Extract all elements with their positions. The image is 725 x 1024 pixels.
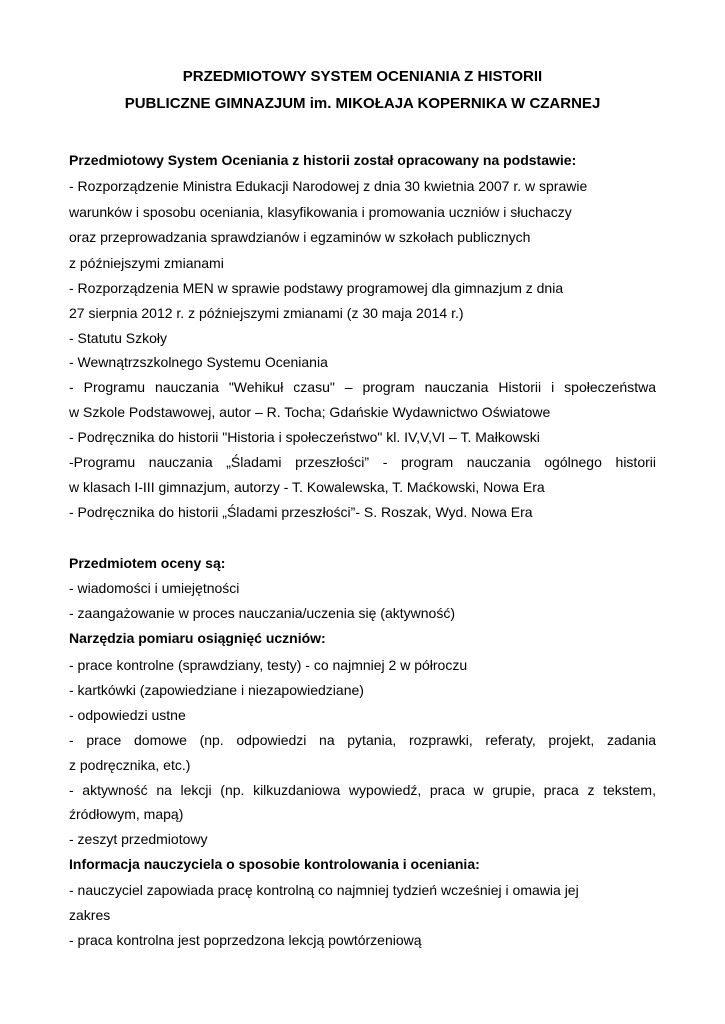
basis-line: - Wewnątrzszkolnego Systemu Oceniania — [69, 354, 328, 370]
tools-line: - prace domowe (np. odpowiedzi na pytania, rozprawki, referaty, projekt, zadania — [69, 732, 656, 748]
subject-line: - zaangażowanie w proces nauczania/uczenia się (aktywność) — [69, 605, 455, 621]
basis-line: warunków i sposobu oceniania, klasyfikowania i promowania uczniów i słuchaczy — [69, 204, 572, 220]
basis-line: -Programu nauczania „Śladami przeszłości” - program nauczania ogólnego historii — [69, 454, 656, 470]
tools-line: - aktywność na lekcji (np. kilkuzdaniowa wypowiedź, praca w grupie, praca z tekstem, — [69, 782, 656, 798]
basis-line: oraz przeprowadzania sprawdzianów i egzaminów w szkołach publicznych — [69, 229, 531, 245]
basis-line: - Podręcznika do historii "Historia i społeczeństwo" kl. IV,V,VI – T. Małkowski — [69, 429, 540, 445]
info-line: - praca kontrolna jest poprzedzona lekcją powtórzeniową — [69, 932, 422, 948]
basis-line: - Statutu Szkoły — [69, 330, 168, 346]
basis-line: - Rozporządzenia MEN w sprawie podstawy programowej dla gimnazjum z dnia — [69, 280, 564, 296]
subject-heading: Przedmiotem oceny są: — [69, 555, 226, 571]
basis-line: w klasach I-III gimnazjum, autorzy - T. Kowalewska, T. Maćkowski, Nowa Era — [69, 479, 545, 495]
info-line: - nauczyciel zapowiada pracę kontrolną co najmniej tydzień wcześniej i omawia jej — [69, 882, 579, 898]
basis-line: z późniejszymi zmianami — [69, 255, 224, 271]
basis-line: - Podręcznika do historii „Śladami przeszłości”- S. Roszak, Wyd. Nowa Era — [69, 504, 533, 520]
info-line: zakres — [69, 907, 111, 923]
subject-line: - wiadomości i umiejętności — [69, 580, 240, 596]
tools-line: - zeszyt przedmiotowy — [69, 831, 208, 847]
basis-line: 27 sierpnia 2012 r. z późniejszymi zmianami (z 30 maja 2014 r.) — [69, 305, 464, 321]
info-heading: Informacja nauczyciela o sposobie kontrolowania i oceniania: — [69, 856, 480, 872]
tools-line: z podręcznika, etc.) — [69, 757, 191, 773]
document-title: PRZEDMIOTOWY SYSTEM OCENIANIA Z HISTORII — [182, 68, 543, 85]
tools-line: - kartkówki (zapowiedziane i niezapowiedziane) — [69, 682, 364, 698]
document-subtitle: PUBLICZNE GIMNAZJUM im. MIKOŁAJA KOPERNIKA W CZARNEJ — [124, 95, 601, 112]
basis-line: - Rozporządzenie Ministra Edukacji Narodowej z dnia 30 kwietnia 2007 r. w sprawie — [69, 178, 588, 194]
basis-line: w Szkole Podstawowej, autor – R. Tocha; Gdańskie Wydawnictwo Oświatowe — [69, 404, 551, 420]
tools-line: - prace kontrolne (sprawdziany, testy) - co najmniej 2 w półroczu — [69, 657, 468, 673]
basis-line: - Programu nauczania "Wehikuł czasu" – program nauczania Historii i społeczeństwa — [69, 379, 656, 395]
tools-line: - odpowiedzi ustne — [69, 707, 186, 723]
tools-line: źródłowym, mapą) — [69, 806, 184, 822]
basis-heading: Przedmiotowy System Oceniania z historii został opracowany na podstawie: — [69, 152, 577, 168]
tools-heading: Narzędzia pomiaru osiągnięć uczniów: — [69, 630, 326, 646]
